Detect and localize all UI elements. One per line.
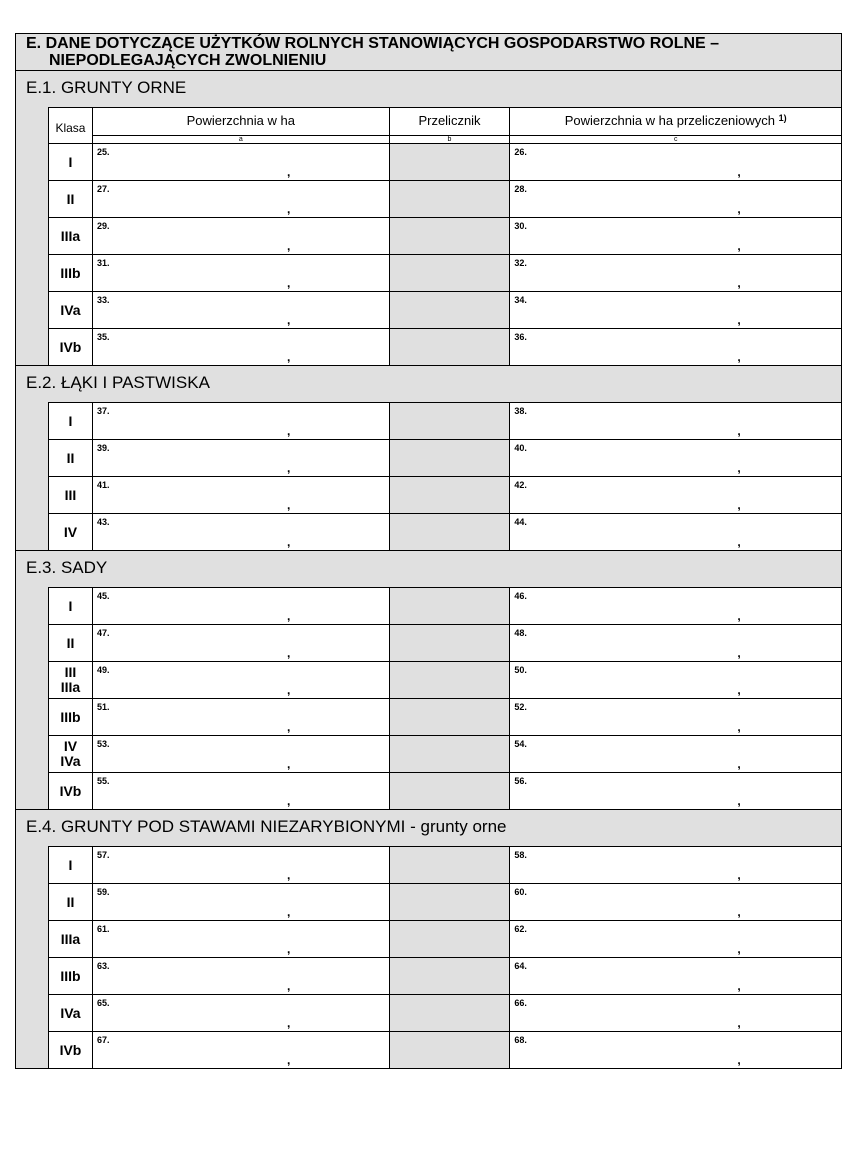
land-class-label: II — [66, 893, 75, 910]
land-class — [49, 625, 93, 661]
subsection-title: E.3. SADY — [26, 558, 108, 577]
multiplier-cell — [390, 699, 511, 735]
converted-area-field[interactable] — [510, 773, 841, 809]
decimal-separator: , — [286, 720, 291, 734]
table-row — [49, 920, 841, 957]
decimal-separator: , — [286, 646, 291, 660]
field-number: 27. — [96, 184, 110, 194]
land-class — [49, 995, 93, 1031]
multiplier-cell — [390, 292, 511, 328]
multiplier-cell — [390, 144, 511, 180]
section-e-title-line1: E. DANE DOTYCZĄCE UŻYTKÓW ROLNYCH STANOWIĄCYCH GOSPODARSTWO ROLNE – — [26, 35, 720, 52]
field-number: 60. — [514, 887, 527, 897]
converted-area-field[interactable] — [510, 255, 841, 291]
decimal-separator: , — [737, 683, 741, 697]
decimal-separator: , — [737, 424, 741, 438]
table-row — [49, 328, 841, 365]
land-class-label: I — [68, 412, 73, 429]
decimal-separator: , — [737, 979, 741, 993]
converted-area-field[interactable] — [510, 292, 841, 328]
area-field[interactable] — [93, 958, 390, 994]
land-class-label: IV — [63, 738, 78, 754]
converted-area-field[interactable] — [510, 921, 841, 957]
decimal-separator: , — [737, 165, 741, 179]
multiplier-cell — [390, 625, 511, 661]
subsections — [16, 71, 841, 1068]
section-e-header — [16, 34, 841, 71]
area-field[interactable] — [93, 255, 390, 291]
land-class-table — [48, 107, 841, 365]
land-class-label: IVb — [59, 338, 82, 355]
area-field[interactable] — [93, 662, 390, 698]
converted-area-field[interactable] — [510, 440, 841, 476]
land-class — [49, 884, 93, 920]
subsection — [16, 71, 841, 366]
field-number: 41. — [96, 480, 110, 490]
converted-area-field[interactable] — [510, 884, 841, 920]
field-number: 53. — [96, 739, 110, 749]
decimal-separator: , — [737, 461, 741, 475]
multiplier-cell — [390, 847, 511, 883]
table-row — [49, 994, 841, 1031]
field-number: 55. — [96, 776, 110, 786]
decimal-separator: , — [286, 1053, 291, 1067]
multiplier-cell — [390, 1032, 511, 1068]
field-number: 25. — [96, 147, 110, 157]
converted-area-field[interactable] — [510, 699, 841, 735]
converted-area-field[interactable] — [510, 662, 841, 698]
area-field[interactable] — [93, 329, 390, 365]
land-class — [49, 773, 93, 809]
land-class — [49, 477, 93, 513]
section-e-title-line2: NIEPODLEGAJĄCYCH ZWOLNIENIU — [49, 52, 327, 69]
header-converted-area-letter: c — [510, 135, 841, 143]
land-class — [49, 440, 93, 476]
header-multiplier-text: Przelicznik — [418, 113, 481, 128]
land-class-label: IIIb — [60, 264, 81, 281]
decimal-separator: , — [737, 276, 741, 290]
land-class-label: IIIa — [60, 227, 81, 244]
land-class-label: II — [66, 634, 75, 651]
table-row — [49, 587, 841, 624]
field-number: 59. — [96, 887, 110, 897]
table-row — [49, 513, 841, 550]
table-row — [49, 735, 841, 772]
decimal-separator: , — [286, 313, 291, 327]
decimal-separator: , — [737, 942, 741, 956]
field-number: 40. — [514, 443, 527, 453]
converted-area-field[interactable] — [510, 736, 841, 772]
decimal-separator: , — [286, 868, 291, 882]
decimal-separator: , — [737, 1016, 741, 1030]
table-row — [49, 217, 841, 254]
area-field[interactable] — [93, 995, 390, 1031]
decimal-separator: , — [286, 979, 291, 993]
field-number: 57. — [96, 850, 110, 860]
area-field[interactable] — [93, 847, 390, 883]
decimal-separator: , — [286, 350, 291, 364]
multiplier-cell — [390, 884, 511, 920]
field-number: 36. — [514, 332, 527, 342]
subsection-title: E.1. GRUNTY ORNE — [26, 78, 187, 97]
multiplier-cell — [390, 403, 511, 439]
decimal-separator: , — [286, 609, 291, 623]
land-class — [49, 699, 93, 735]
area-field[interactable] — [93, 181, 390, 217]
field-number: 39. — [96, 443, 110, 453]
decimal-separator: , — [737, 905, 741, 919]
land-class — [49, 514, 93, 550]
field-number: 67. — [96, 1035, 110, 1045]
header-area-label — [93, 113, 389, 128]
decimal-separator: , — [737, 794, 741, 808]
land-class — [49, 292, 93, 328]
converted-area-field[interactable] — [510, 625, 841, 661]
land-class-label: IV — [63, 523, 78, 540]
decimal-separator: , — [737, 535, 741, 549]
decimal-separator: , — [737, 868, 741, 882]
land-class — [49, 218, 93, 254]
field-number: 51. — [96, 702, 110, 712]
multiplier-cell — [390, 958, 511, 994]
multiplier-cell — [390, 588, 511, 624]
field-number: 62. — [514, 924, 527, 934]
decimal-separator: , — [737, 720, 741, 734]
land-class — [49, 181, 93, 217]
table-row — [49, 143, 841, 180]
decimal-separator: , — [286, 757, 291, 771]
table-row — [49, 698, 841, 735]
land-class — [49, 921, 93, 957]
table-row — [49, 624, 841, 661]
field-number: 46. — [514, 591, 527, 601]
converted-area-field[interactable] — [510, 144, 841, 180]
table-row — [49, 180, 841, 217]
table-row — [49, 883, 841, 920]
decimal-separator: , — [286, 276, 291, 290]
field-number: 34. — [514, 295, 527, 305]
converted-area-field[interactable] — [510, 588, 841, 624]
decimal-separator: , — [737, 313, 741, 327]
land-class-label: IVb — [59, 1041, 82, 1058]
area-field[interactable] — [93, 921, 390, 957]
field-number: 45. — [96, 591, 110, 601]
subsection — [16, 366, 841, 551]
land-class — [49, 1032, 93, 1068]
multiplier-cell — [390, 773, 511, 809]
table-row — [49, 846, 841, 883]
field-number: 49. — [96, 665, 110, 675]
land-class-label: IVa — [60, 753, 81, 769]
land-class-label: IVa — [60, 301, 81, 318]
field-number: 65. — [96, 998, 110, 1008]
multiplier-cell — [390, 477, 511, 513]
table-row — [49, 254, 841, 291]
field-number: 64. — [514, 961, 527, 971]
header-multiplier — [390, 108, 511, 143]
land-class — [49, 736, 93, 772]
header-area-letter: a — [93, 135, 389, 143]
converted-area-field[interactable] — [510, 403, 841, 439]
decimal-separator: , — [286, 424, 291, 438]
table-row — [49, 291, 841, 328]
subsection — [16, 551, 841, 810]
field-number: 37. — [96, 406, 110, 416]
land-class-label: I — [68, 856, 73, 873]
decimal-separator: , — [286, 498, 291, 512]
field-number: 29. — [96, 221, 110, 231]
field-number: 56. — [514, 776, 527, 786]
area-field[interactable] — [93, 884, 390, 920]
area-field[interactable] — [93, 773, 390, 809]
subsection-title: E.4. GRUNTY POD STAWAMI NIEZARYBIONYMI - grunty orne — [26, 817, 507, 836]
decimal-separator: , — [737, 757, 741, 771]
field-number: 48. — [514, 628, 527, 638]
header-converted-area — [510, 108, 841, 143]
field-number: 35. — [96, 332, 110, 342]
field-number: 43. — [96, 517, 110, 527]
table-row — [49, 772, 841, 809]
land-class-label: III — [64, 486, 77, 503]
table-row — [49, 661, 841, 698]
field-number: 47. — [96, 628, 110, 638]
decimal-separator: , — [286, 942, 291, 956]
field-number: 30. — [514, 221, 527, 231]
header-converted-area-text: Powierzchnia w ha przeliczeniowych — [564, 113, 776, 128]
footnote-marker: 1) — [778, 113, 787, 123]
land-class-label: III — [64, 664, 77, 680]
decimal-separator: , — [737, 350, 741, 364]
multiplier-cell — [390, 181, 511, 217]
land-class — [49, 144, 93, 180]
multiplier-cell — [390, 440, 511, 476]
land-class — [49, 588, 93, 624]
field-number: 63. — [96, 961, 110, 971]
land-class-label: I — [68, 597, 73, 614]
land-class-label: II — [66, 190, 75, 207]
multiplier-cell — [390, 255, 511, 291]
converted-area-field[interactable] — [510, 995, 841, 1031]
converted-area-field[interactable] — [510, 329, 841, 365]
land-class-table — [48, 402, 841, 550]
table-row — [49, 476, 841, 513]
decimal-separator: , — [737, 239, 741, 253]
field-number: 44. — [514, 517, 527, 527]
header-klasa-label: Klasa — [55, 121, 86, 135]
decimal-separator: , — [737, 646, 741, 660]
converted-area-field[interactable] — [510, 514, 841, 550]
field-number: 68. — [514, 1035, 527, 1045]
subsection — [16, 810, 841, 1068]
header-area-text: Powierzchnia w ha — [186, 113, 295, 128]
area-field[interactable] — [93, 477, 390, 513]
area-field[interactable] — [93, 144, 390, 180]
area-field[interactable] — [93, 292, 390, 328]
land-class-label: II — [66, 449, 75, 466]
decimal-separator: , — [286, 1016, 291, 1030]
decimal-separator: , — [737, 609, 741, 623]
field-number: 42. — [514, 480, 527, 490]
land-class — [49, 662, 93, 698]
area-field[interactable] — [93, 699, 390, 735]
area-field[interactable] — [93, 736, 390, 772]
land-class — [49, 958, 93, 994]
table-row — [49, 402, 841, 439]
header-area — [93, 108, 390, 143]
decimal-separator: , — [737, 202, 741, 216]
field-number: 58. — [514, 850, 527, 860]
converted-area-field[interactable] — [510, 477, 841, 513]
land-class-label: IIIb — [60, 967, 81, 984]
field-number: 31. — [96, 258, 110, 268]
land-class-label: IIIb — [60, 708, 81, 725]
land-class — [49, 255, 93, 291]
field-number: 50. — [514, 665, 527, 675]
subsection-title: E.2. ŁĄKI I PASTWISKA — [26, 373, 210, 392]
table-header-row — [49, 107, 841, 143]
field-number: 54. — [514, 739, 527, 749]
decimal-separator: , — [286, 905, 291, 919]
area-field[interactable] — [93, 440, 390, 476]
decimal-separator: , — [286, 683, 291, 697]
decimal-separator: , — [286, 165, 291, 179]
land-class — [49, 847, 93, 883]
converted-area-field[interactable] — [510, 847, 841, 883]
land-class — [49, 329, 93, 365]
field-number: 33. — [96, 295, 110, 305]
decimal-separator: , — [286, 202, 291, 216]
multiplier-cell — [390, 921, 511, 957]
multiplier-cell — [390, 736, 511, 772]
multiplier-cell — [390, 995, 511, 1031]
decimal-separator: , — [286, 794, 291, 808]
land-class-label: I — [68, 153, 73, 170]
field-number: 26. — [514, 147, 527, 157]
land-class-table — [48, 846, 841, 1068]
land-class-label: IIIa — [60, 679, 81, 695]
table-row — [49, 957, 841, 994]
land-class-label: IIIa — [60, 930, 81, 947]
header-multiplier-label — [390, 113, 510, 128]
land-class — [49, 403, 93, 439]
multiplier-cell — [390, 662, 511, 698]
converted-area-field[interactable] — [510, 1032, 841, 1068]
land-class-table — [48, 587, 841, 809]
land-class-label: IVa — [60, 1004, 81, 1021]
area-field[interactable] — [93, 1032, 390, 1068]
multiplier-cell — [390, 329, 511, 365]
table-row — [49, 1031, 841, 1068]
multiplier-cell — [390, 514, 511, 550]
area-field[interactable] — [93, 514, 390, 550]
field-number: 66. — [514, 998, 527, 1008]
section-e-form — [15, 33, 842, 1069]
area-field[interactable] — [93, 625, 390, 661]
field-number: 52. — [514, 702, 527, 712]
field-number: 61. — [96, 924, 110, 934]
table-row — [49, 439, 841, 476]
field-number: 32. — [514, 258, 527, 268]
decimal-separator: , — [737, 1053, 741, 1067]
decimal-separator: , — [737, 498, 741, 512]
converted-area-field[interactable] — [510, 958, 841, 994]
area-field[interactable] — [93, 218, 390, 254]
area-field[interactable] — [93, 588, 390, 624]
decimal-separator: , — [286, 461, 291, 475]
converted-area-field[interactable] — [510, 218, 841, 254]
decimal-separator: , — [286, 535, 291, 549]
header-klasa — [49, 108, 93, 143]
decimal-separator: , — [286, 239, 291, 253]
field-number: 28. — [514, 184, 527, 194]
land-class-label: IVb — [59, 782, 82, 799]
multiplier-cell — [390, 218, 511, 254]
field-number: 38. — [514, 406, 527, 416]
header-converted-area-label — [510, 113, 841, 128]
converted-area-field[interactable] — [510, 181, 841, 217]
header-multiplier-letter: b — [390, 135, 510, 143]
area-field[interactable] — [93, 403, 390, 439]
